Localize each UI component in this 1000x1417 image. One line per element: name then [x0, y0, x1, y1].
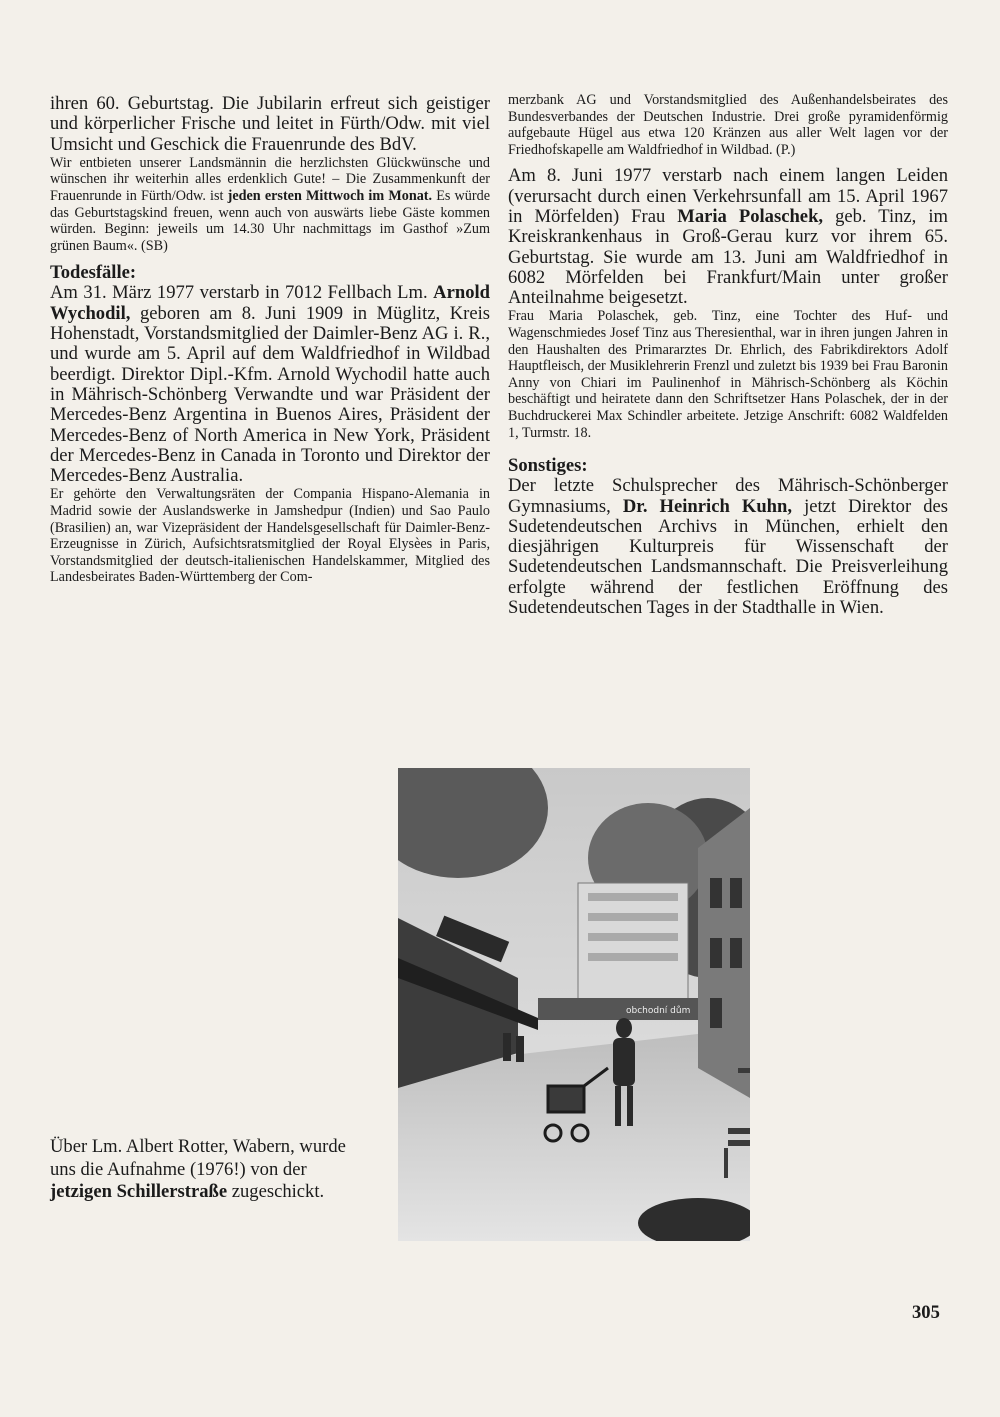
- text-run: Über Lm. Albert Rotter, Wabern, wurde uns die Aufnahme (1976!) von der: [50, 1136, 346, 1180]
- text-run: geb. Tinz, im Kreiskrankenhaus in Groß-Gerau kurz vor ihrem 65. Geburtstag. Sie wurde am 13. Juni am Waldfriedhof in 6082 Mörfelden bei Frankfurt/Main unter großer Anteilnahme beigesetzt.: [508, 205, 948, 309]
- text-run: zugeschickt.: [227, 1181, 325, 1202]
- name-wychodil-bold: Arnold Wychodil,: [50, 282, 490, 324]
- obituary-polaschek-details: Frau Maria Polaschek, geb. Tinz, eine Tochter des Huf- und Wagenschmiedes Josef Tinz aus Theresienthal, war in ihren jungen Jahren in den Haushalten des Primararztes Dr. Ehrlich, des Fabrikdirektors Adolf Hauptfleisch, der Musiklehrerin Frenzl und zuletzt bis 1939 bei Frau Baronin Anny von Chiari im Paulinenhof in Mährisch-Schönberg als Köchin beschäftigt und heiratete dann den Schriftsetzer Hans Polaschek, der in der Buchdruckerei Max Schindler arbeitete. Jetzige Anschrift: 6082 Waldfelden 1, Turmstr. 18.: [508, 308, 948, 441]
- name-polaschek-bold: Maria Polaschek,: [677, 205, 824, 227]
- heading-deaths: Todesfälle:: [50, 262, 137, 284]
- heading-misc: Sonstiges:: [508, 455, 588, 477]
- text-run: Am 8. Juni 1977 verstarb nach einem langen Leiden (verursacht durch einen Verkehrsunfall am 15. April 1967 in Mörfelden) Frau: [508, 165, 948, 227]
- birthday-paragraph: ihren 60. Geburtstag. Die Jubilarin erfreut sich geistiger und körperlicher Frische und leitet in Fürth/Odw. mit viel Umsicht und Geschick die Frauenrunde des BdV.: [50, 93, 490, 155]
- street-name-bold: jetzigen Schillerstraße: [50, 1181, 228, 1202]
- text-run: Es würde das Geburtstagskind freuen, wenn auch von auswärts liebe Gäste kommen würden. Beginn: jeweils um 14.30 Uhr nachmittags im Gasthof »Zum grünen Baum«. (SB): [50, 188, 490, 254]
- text-run: Am 31. März 1977 verstarb in 7012 Fellbach Lm.: [50, 282, 434, 304]
- misc-paragraph: [508, 476, 948, 618]
- obituary-continuation: merzbank AG und Vorstandsmitglied des Außenhandelsbeirates des Bundesverbandes der Deutschen Industrie. Drei große pyramidenförmig aufgebaute Hügel aus etwa 120 Kränzen aus aller Welt lagen vor der Friedhofskapelle am Waldfriedhof in Wildbad. (P.): [508, 92, 948, 158]
- text-run: geboren am 8. Juni 1909 in Müglitz, Kreis Hohenstadt, Vorstandsmitglied der Daimler-Benz AG i. R., und wurde am 5. April auf dem Waldfriedhof in Wildbad beerdigt. Direktor Dipl.-Kfm. Arnold Wychodil hatte auch in Mährisch-Schönberg Verwandte und war Präsident der Mercedes-Benz Argentina in Buenos Aires, Präsident der Mercedes-Benz of North America in New York, Präsident der Mercedes-Benz in Canada in Toronto und Direktor der Mercedes-Benz Australia.: [50, 302, 490, 487]
- obituary-wychodil: [50, 283, 490, 486]
- text-run: Wir entbieten unserer Landsmännin die herzlichsten Glückwünsche und wünschen ihr weiterhin alles erdenklich Gute! – Die Zusammenkunft der Frauenrunde in Fürth/Odw. ist: [50, 154, 490, 205]
- left-column: [50, 94, 490, 586]
- obituary-wychodil-details: Er gehörte den Verwaltungsräten der Compania Hispano-Alemania in Madrid sowie der Auslandswerke in Jamshedpur (Indien) und Sao Paulo (Brasilien) an, war Vizepräsident der Handelsgesellschaft für Daimler-Benz-Erzeugnisse in Zürich, Aufsichtsratsmitglied der Royal Elysèes in Paris, Vorstandsmitglied der deutsch-italienischen Handelskammer, Mitglied des Landesbeirates Baden-Württemberg der Com-: [50, 486, 490, 586]
- storefront-sign: obchodní dům: [626, 1006, 691, 1016]
- congratulations-paragraph: [50, 155, 490, 255]
- text-run: Der letzte Schulsprecher des Mährisch-Schönberger Gymnasiums,: [508, 475, 948, 517]
- meeting-day-bold: jeden ersten Mittwoch im Monat.: [227, 188, 433, 205]
- street-photo: [398, 768, 750, 1241]
- page-number: 305: [912, 1302, 940, 1323]
- obituary-polaschek: [508, 166, 948, 308]
- right-column: [508, 92, 948, 618]
- name-kuhn-bold: Dr. Heinrich Kuhn,: [622, 495, 792, 517]
- street-photo-illustration: [398, 768, 750, 1241]
- photo-caption: [50, 1136, 350, 1204]
- text-run: jetzt Direktor des Sudetendeutschen Archivs in München, erhielt den diesjährigen Kulturpreis für Wissenschaft der Sudetendeutschen Landsmannschaft. Die Preisverleihung erfolgte während der festlichen Eröffnung des Sudetendeutschen Tages in der Stadthalle in Wien.: [508, 495, 948, 618]
